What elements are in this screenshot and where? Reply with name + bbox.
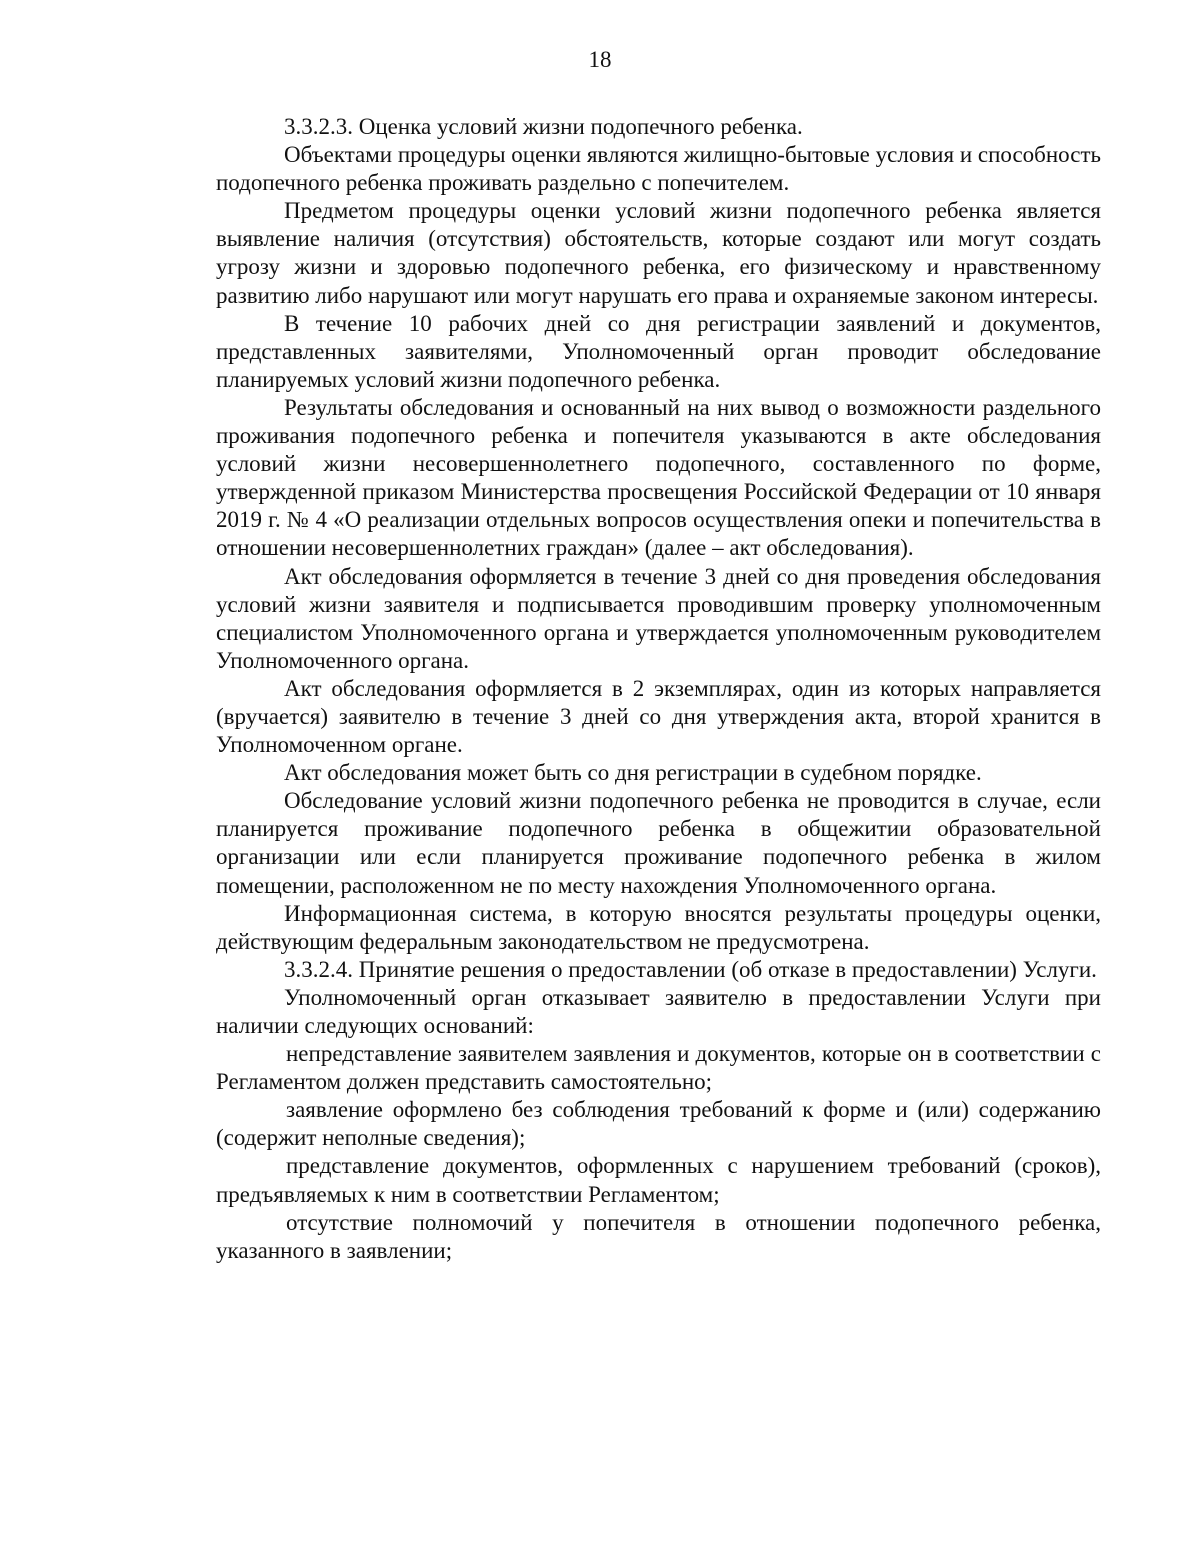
list-item: заявление оформлено без соблюдения требований к форме и (или) содержанию (содержит неполные сведения); (216, 1097, 1101, 1151)
list-item: отсутствие полномочий у попечителя в отношении подопечного ребенка, указанного в заявлении; (216, 1209, 1101, 1263)
paragraph: Акт обследования оформляется в течение 3 дней со дня проведения обследования условий жизни заявителя и подписывается проводившим проверку уполномоченным специалистом Уполномоченного органа и утверждается уполномоченным руководителем Уполномоченного органа. (216, 563, 1101, 673)
document-body (216, 113, 1101, 1265)
paragraph: Предметом процедуры оценки условий жизни подопечного ребенка является выявление наличия (отсутствия) обстоятельств, которые создают или могут создать угрозу жизни и здоровью подопечного ребенка, его физическому и нравственному развитию либо нарушают или могут нарушать его права и охраняемые законом интересы. (216, 198, 1101, 308)
page-number: 18 (588, 47, 612, 72)
paragraph: Информационная система, в которую вносятся результаты процедуры оценки, действующим федеральным законодательством не предусмотрена. (216, 900, 1101, 954)
paragraph: Результаты обследования и основанный на них вывод о возможности раздельного проживания подопечного ребенка и попечителя указываются в акте обследования условий жизни несовершеннолетнего подопечного, составленного по форме, утвержденной приказом Министерства просвещения Российской Федерации от 10 января 2019 г. № 4 «О реализации отдельных вопросов осуществления опеки и попечительства в отношении несовершеннолетних граждан» (далее – акт обследования). (216, 394, 1101, 561)
paragraph: В течение 10 рабочих дней со дня регистрации заявлений и документов, представленных заявителями, Уполномоченный орган проводит обследование планируемых условий жизни подопечного ребенка. (216, 310, 1101, 392)
paragraph: Уполномоченный орган отказывает заявителю в предоставлении Услуги при наличии следующих оснований: (216, 984, 1101, 1038)
list-item: представление документов, оформленных с нарушением требований (сроков), предъявляемых к ним в соответствии Регламентом; (216, 1153, 1101, 1207)
paragraph: Обследование условий жизни подопечного ребенка не проводится в случае, если планируется проживание подопечного ребенка в общежитии образовательной организации или если планируется проживание подопечного ребенка в жилом помещении, расположенном не по месту нахождения Уполномоченного органа. (216, 788, 1101, 898)
paragraph: Акт обследования оформляется в 2 экземплярах, один из которых направляется (вручается) заявителю в течение 3 дней со дня утверждения акта, второй хранится в Уполномоченном органе. (216, 675, 1101, 758)
section-heading-3-3-2-3: 3.3.2.3. Оценка условий жизни подопечного ребенка. (284, 114, 803, 139)
paragraph: Акт обследования может быть со дня регистрации в судебном порядке. (284, 760, 982, 786)
section-heading-3-3-2-4: 3.3.2.4. Принятие решения о предоставлении (об отказе в предоставлении) Услуги. (284, 956, 1097, 982)
list-item: непредставление заявителем заявления и документов, которые он в соответствии с Регламентом должен представить самостоятельно; (216, 1041, 1101, 1095)
paragraph: Объектами процедуры оценки являются жилищно-бытовые условия и способность подопечного ребенка проживать раздельно с попечителем. (216, 142, 1102, 196)
